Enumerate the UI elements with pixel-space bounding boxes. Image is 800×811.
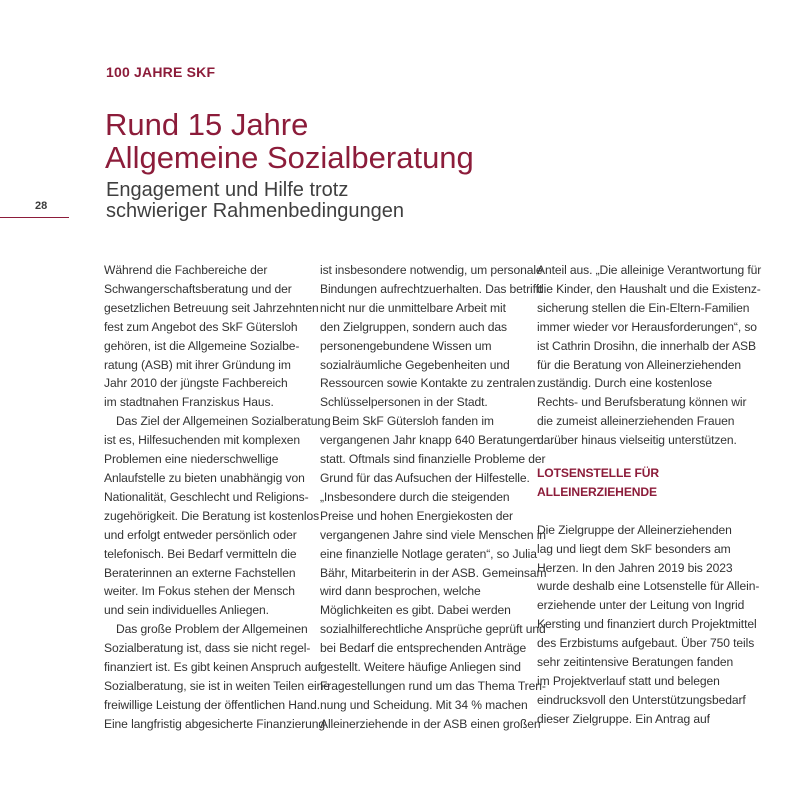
page-number: 28 [35, 200, 48, 212]
text-line: telefonisch. Bei Bedarf vermitteln die [104, 546, 297, 561]
text-line: Schwangerschaftsberatung und der [104, 281, 292, 296]
text-line: Anteil aus. „Die alleinige Verantwortung für [537, 263, 762, 277]
text-line: Schlüsselpersonen in der Stadt. [320, 395, 488, 410]
page-title [105, 108, 474, 174]
text-line: Kersting und finanziert durch Projektmittel [537, 617, 757, 632]
text-line: zuständig. Durch eine kostenlose [537, 376, 712, 391]
text-line: immer wieder vor Herausforderungen“, so [537, 319, 757, 334]
text-line: nicht nur die unmittelbare Arbeit mit [320, 300, 506, 315]
spacer [537, 502, 747, 521]
text-line: Sozialberatung ist, dass sie nicht regel- [104, 641, 311, 656]
text-line: sehr zeitintensive Beratungen fanden [537, 655, 734, 670]
text-line: Während die Fachbereiche der [104, 263, 268, 277]
spacer [537, 450, 747, 464]
text-line: ist insbesondere notwendig, um personale [320, 263, 543, 277]
text-line: ist Cathrin Drosihn, die innerhalb der ASB [537, 338, 756, 353]
text-line: sozialhilferechtliche Ansprüche geprüft und [320, 622, 546, 637]
text-line: Eine langfristig abgesicherte Finanzierung [104, 716, 326, 731]
text-line: den Zielgruppen, sondern auch das [320, 319, 507, 334]
subtitle-line: Engagement und Hilfe trotz [106, 179, 349, 201]
text-line: sicherung stellen die Ein-Eltern-Familien [537, 300, 750, 315]
text-line: und erfolgt entweder persönlich oder [104, 527, 297, 542]
text-line: „Insbesondere durch die steigenden [320, 489, 510, 504]
text-line: eindrucksvoll den Unterstützungsbedarf [537, 692, 746, 707]
text-column-2 [320, 261, 547, 734]
text-line: für die Beratung von Alleinerziehenden [537, 357, 741, 372]
text-line: Problemen eine niederschwellige [104, 452, 279, 467]
kicker: 100 JAHRE SKF [106, 64, 216, 80]
text-line: Sozialberatung, sie ist in weiten Teilen eine [104, 678, 330, 693]
text-line: gestellt. Weitere häufige Anliegen sind [320, 660, 521, 675]
text-line: zugehörigkeit. Die Beratung ist kostenlos [104, 508, 320, 523]
text-line: gehören, ist die Allgemeine Sozialbe- [104, 338, 300, 353]
text-line: darüber hinaus vielseitig unterstützen. [537, 433, 737, 448]
text-column-3 [537, 261, 762, 729]
text-line: eine finanzielle Notlage geraten“, so Julia [320, 546, 537, 561]
text-line: und sein individuelles Anliegen. [104, 603, 269, 618]
text-line: wird dann besprochen, welche [320, 584, 481, 599]
title-line: Rund 15 Jahre [105, 107, 309, 142]
section-heading: ALLEINERZIEHENDE [537, 484, 658, 499]
text-line: nung und Scheidung. Mit 34 % machen [320, 697, 528, 712]
text-line: vergangenen Jahre sind viele Menschen in [320, 527, 546, 542]
text-line: Ressourcen sowie Kontakte zu zentralen [320, 376, 536, 391]
text-line: weiter. Im Fokus stehen der Mensch [104, 584, 295, 599]
text-line: Das große Problem der Allgemeinen [116, 622, 308, 637]
text-line: vergangenen Jahr knapp 640 Beratungen [320, 433, 540, 448]
text-line: bei Bedarf die entsprechenden Anträge [320, 641, 527, 656]
text-line: freiwillige Leistung der öffentlichen Hand. [104, 697, 320, 712]
text-line: dieser Zielgruppe. Ein Antrag auf [537, 711, 710, 726]
text-line: Bindungen aufrechtzuerhalten. Das betrifft [320, 281, 543, 296]
text-line: im Projektverlauf statt und belegen [537, 674, 720, 689]
text-line: im stadtnahen Franziskus Haus. [104, 395, 274, 410]
text-line: wurde deshalb eine Lotsenstelle für Allein- [537, 579, 760, 594]
text-line: Anlaufstelle zu bieten unabhängig von [104, 470, 305, 485]
text-line: Die Zielgruppe der Alleinerziehenden [537, 522, 732, 537]
text-line: Jahr 2010 der jüngste Fachbereich [104, 376, 288, 391]
text-line: die Kinder, den Haushalt und die Existenz- [537, 281, 761, 296]
text-line: die zumeist alleinerziehenden Frauen [537, 414, 735, 429]
text-line: ratung (ASB) mit ihrer Gründung im [104, 357, 291, 372]
page-number-rule [0, 217, 69, 218]
text-line: erziehende unter der Leitung von Ingrid [537, 598, 745, 613]
text-line: Nationalität, Geschlecht und Religions- [104, 489, 309, 504]
title-line: Allgemeine Sozialberatung [105, 140, 474, 175]
text-line: gesetzlichen Betreuung seit Jahrzehnten [104, 300, 319, 315]
text-line: Rechts- und Berufsberatung können wir [537, 395, 747, 410]
text-line: ist es, Hilfesuchenden mit komplexen [104, 433, 301, 448]
text-line: Beraterinnen an externe Fachstellen [104, 565, 296, 580]
text-line: personengebundene Wissen um [320, 338, 492, 353]
text-line: Beim SkF Gütersloh fanden im [332, 414, 494, 429]
text-line: Fragestellungen rund um das Thema Tren- [320, 678, 546, 693]
text-line: Möglichkeiten es gibt. Dabei werden [320, 603, 511, 618]
text-line: Bähr, Mitarbeiterin in der ASB. Gemeinsam [320, 565, 547, 580]
text-line: Herzen. In den Jahren 2019 bis 2023 [537, 560, 733, 575]
text-line: Alleinerziehende in der ASB einen großen [320, 716, 541, 731]
page-subtitle [106, 180, 404, 222]
text-line: finanziert ist. Es gibt keinen Anspruch auf [104, 660, 321, 675]
text-line: Preise und hohen Energiekosten der [320, 508, 513, 523]
text-line: lag und liegt dem SkF besonders am [537, 541, 731, 556]
section-heading: LOTSENSTELLE FÜR [537, 466, 660, 481]
text-line: sozialräumliche Gegebenheiten und [320, 357, 510, 372]
text-line: Grund für das Aufsuchen der Hilfestelle. [320, 470, 530, 485]
text-line: Das Ziel der Allgemeinen Sozialberatung [116, 414, 331, 429]
text-line: fest zum Angebot des SkF Gütersloh [104, 319, 298, 334]
text-column-1 [104, 261, 331, 734]
text-line: des Erzbistums aufgebaut. Über 750 teils [537, 636, 755, 651]
subtitle-line: schwieriger Rahmenbedingungen [106, 200, 404, 222]
text-line: statt. Oftmals sind finanzielle Probleme der [320, 452, 546, 467]
